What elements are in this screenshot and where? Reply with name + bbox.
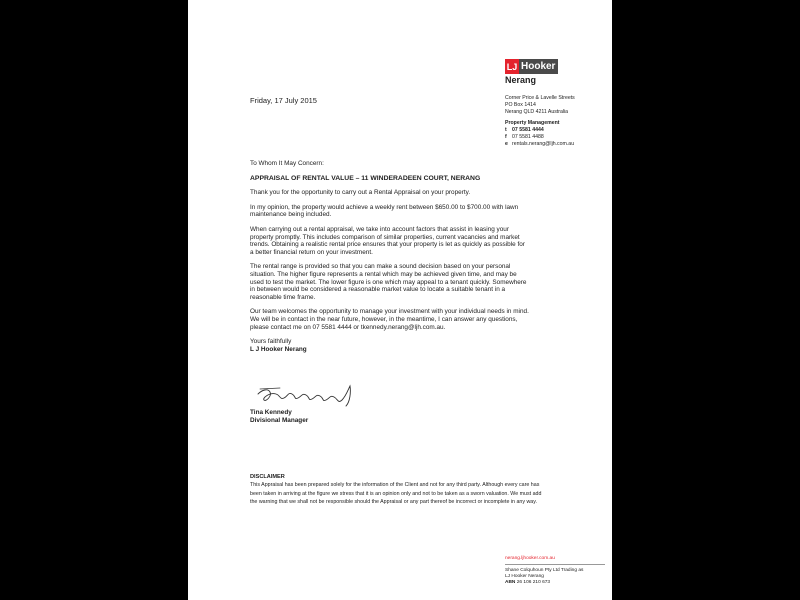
phone-row xyxy=(505,127,575,134)
signature-image xyxy=(250,380,370,410)
office-address xyxy=(505,95,575,148)
disclaimer-title: DISCLAIMER xyxy=(250,474,285,480)
email-row xyxy=(505,141,575,148)
department-label: Property Management xyxy=(505,120,560,127)
email-address: rentals.nerang@ljh.com.au xyxy=(512,140,575,147)
closing: Yours faithfully xyxy=(250,338,292,346)
signer-block xyxy=(250,409,308,425)
abn-number: 26 106 210 673 xyxy=(516,580,551,585)
paragraph: In my opinion, the property would achieve a weekly rent between $650.00 to $700.00 with lawn maintenance being included. xyxy=(250,203,519,219)
fax-number: 07 5581 4488 xyxy=(512,133,544,140)
letter-subject: APPRAISAL OF RENTAL VALUE – 11 WINDERADEEN COURT, NERANG xyxy=(250,174,481,182)
ljhooker-logo xyxy=(505,59,558,85)
footer-trading-name: LJ Hooker Nerang xyxy=(505,574,544,579)
signer-title: Divisional Manager xyxy=(250,417,309,424)
phone-number: 07 5581 4444 xyxy=(512,127,544,134)
address-line: Corner Price & Lavelle Streets xyxy=(505,95,575,101)
disclaimer-section xyxy=(250,473,550,506)
address-line: PO Box 1414 xyxy=(505,101,536,108)
signer-name: Tina Kennedy xyxy=(250,409,292,416)
company-name: L J Hooker Nerang xyxy=(250,345,307,353)
logo-brand: Hooker xyxy=(521,61,556,72)
footer-website: nerang.ljhooker.com.au xyxy=(505,556,555,561)
paragraph: Our team welcomes the opportunity to manage your investment with your individual needs in mind. We will be in contact in the near future, however, in the meantime, I can answer any questions, please contact me on 07 5581 4444 or tkennedy.nerang@ljh.com.au. xyxy=(250,308,529,331)
phone-label: t xyxy=(505,127,507,134)
letter-date: Friday, 17 July 2015 xyxy=(250,96,317,105)
paragraph: Thank you for the opportunity to carry out a Rental Appraisal on your property. xyxy=(250,189,471,197)
logo-office: Nerang xyxy=(505,75,537,85)
footer-abn xyxy=(505,580,605,586)
logo-badge xyxy=(505,59,558,74)
letter-footer xyxy=(505,556,605,586)
letter-page xyxy=(188,0,612,600)
abn-label: ABN xyxy=(505,580,516,585)
fax-row xyxy=(505,134,575,141)
email-label: e xyxy=(505,140,508,147)
logo-lj: LJ xyxy=(505,59,519,74)
footer-divider xyxy=(505,564,605,565)
paragraph: The rental range is provided so that you can make a sound decision based on your personal situation. The higher figure represents a rental which may be achieved given time, and may be used to test the market. The lower figure is one which may appeal to a tenant quickly. Somewhere in between would be considered a reasonable market value to locate a suitable tenant in a reasonable time frame. xyxy=(250,263,527,301)
paragraph: When carrying out a rental appraisal, we take into account factors that assist in leasing your property promptly. This includes comparison of similar properties, current vacancies and market trends. Obtaining a realistic rental price ensures that your property is let as quickly as possible for a better financial return on your investment. xyxy=(250,225,525,256)
disclaimer-text: This Appraisal has been prepared solely for the information of the Client and not for any third party. Although every care has been taken in arriving at the figure we stress that it is an opinion only and not to be taken as a sworn valuation. We must add the warning that we shall not be responsible should the Appraisal or any part thereof be incorrect or incomplete in any way. xyxy=(250,482,542,505)
salutation: To Whom It May Concern: xyxy=(250,160,324,167)
fax-label: f xyxy=(505,133,507,140)
closing-block xyxy=(250,338,530,353)
letter-body xyxy=(250,160,530,353)
address-line: Nerang QLD 4211 Australia xyxy=(505,108,569,115)
footer-entity: Shane Colquhoun Pty Ltd Trading as xyxy=(505,568,584,573)
